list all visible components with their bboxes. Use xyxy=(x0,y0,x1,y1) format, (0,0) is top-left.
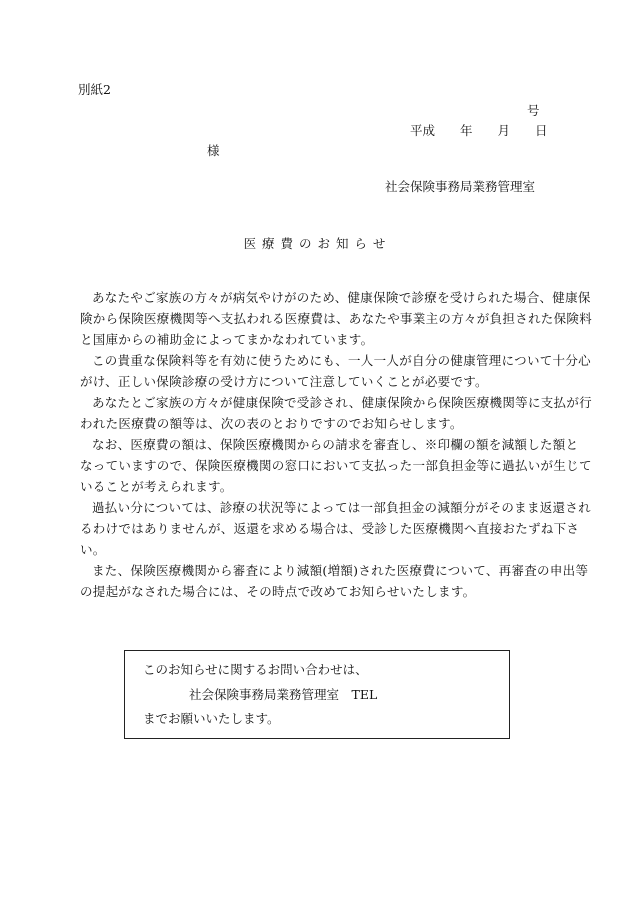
body-line: あなたやご家族の方々が病気やけがのため、健康保険で診療を受けられた場合、健康保 xyxy=(92,290,591,305)
body-line: と国庫からの補助金によってまかなわれています。 xyxy=(80,332,374,347)
body-line: この貴重な保険料等を有効に使うためにも、一人一人が自分の健康管理について十分心 xyxy=(92,353,591,368)
body-line: あなたとご家族の方々が健康保険で受診され、健康保険から保険医療機関等に支払が行 xyxy=(92,395,592,410)
body-line: るわけではありませんが、返還を求める場合は、受診した医療機関へ直接おたずね下さ xyxy=(80,521,580,536)
body-line: なっていますので、保険医療機関の窓口において支払った一部負担金等に過払いが生じて xyxy=(80,458,592,473)
document-title: 医 療 費 の お 知 ら せ xyxy=(243,236,387,251)
contact-box xyxy=(124,650,510,739)
contact-line-3: までお願いいたします。 xyxy=(143,711,280,726)
attachment-label: 別紙2 xyxy=(78,82,111,97)
body-line: いることが考えられます。 xyxy=(80,479,233,494)
body-line: また、保険医療機関から審査により減額(増額)された医療費について、再審査の申出等 xyxy=(92,563,589,578)
body-line: がけ、正しい保険診療の受け方について注意していくことが必要です。 xyxy=(80,374,488,389)
body-line: われた医療費の額等は、次の表のとおりですのでお知らせします。 xyxy=(80,416,463,431)
contact-line-2: 社会保険事務局業務管理室 TEL xyxy=(189,687,378,702)
body-line: い。 xyxy=(80,542,106,557)
body-line: 過払い分については、診療の状況等によっては一部負担金の減額分がそのまま返還され xyxy=(92,500,591,515)
date-label: 平成 年 月 日 xyxy=(410,123,548,138)
addressee-suffix: 様 xyxy=(207,143,220,158)
body-line: なお、医療費の額は、保険医療機関からの請求を審査し、※印欄の額を減額した額と xyxy=(92,437,579,452)
sender-name: 社会保険事務局業務管理室 xyxy=(385,179,536,194)
document-number-label: 号 xyxy=(527,103,540,118)
body-line: 険から保険医療機関等へ支払われる医療費は、あなたや事業主の方々が負担された保険料 xyxy=(80,311,593,326)
body-line: の提起がなされた場合には、その時点で改めてお知らせいたします。 xyxy=(80,584,476,599)
contact-line-1: このお知らせに関するお問い合わせは、 xyxy=(143,662,368,677)
